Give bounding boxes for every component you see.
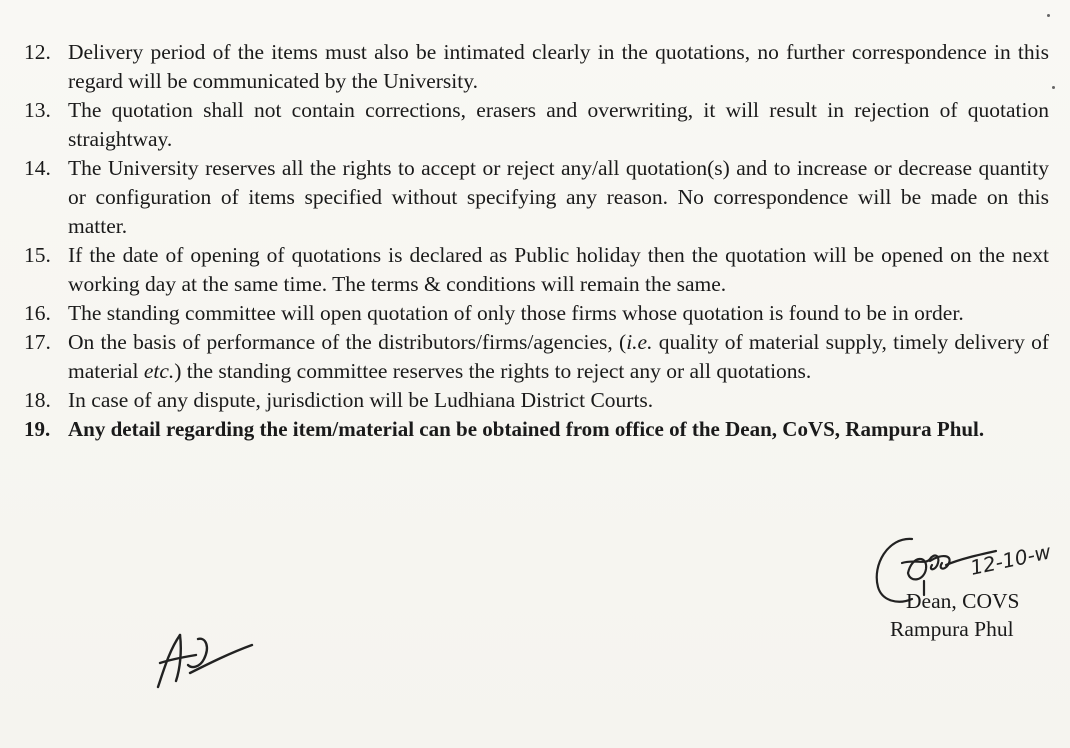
signatory-place: Rampura Phul	[890, 617, 1014, 641]
dean-signature-block	[868, 525, 1058, 655]
clause-12	[24, 38, 1049, 96]
clause-text: The quotation shall not contain corrections, erasers and overwriting, it will result in rejection of quotation straightway.	[68, 98, 1049, 151]
clause-text-part: quality of material supply, timely delivery of material	[68, 330, 1049, 383]
clause-17	[24, 328, 1049, 386]
clause-16	[24, 299, 1049, 328]
clause-number: 16.	[24, 301, 51, 325]
clause-text-part: On the basis of performance of the distributors/firms/agencies, (	[68, 330, 627, 354]
clause-15	[24, 241, 1049, 299]
clause-text-italic: i.e.	[626, 330, 653, 354]
clause-number: 18.	[24, 388, 51, 412]
clause-text: If the date of opening of quotations is declared as Public holiday then the quotation will be opened on the next working day at the same time. The terms & conditions will remain the same.	[68, 243, 1049, 296]
clause-number: 17.	[24, 330, 51, 354]
clause-text: Any detail regarding the item/material can be obtained from office of the Dean, CoVS, Rampura Phul.	[68, 417, 985, 441]
clause-number: 12.	[24, 40, 51, 64]
clause-14	[24, 154, 1049, 241]
terms-conditions-list	[24, 38, 1049, 444]
paper-speck	[1047, 14, 1050, 17]
clause-text: The standing committee will open quotation of only those firms whose quotation is found to be in order.	[68, 301, 964, 325]
initials-text: AJ	[150, 625, 152, 626]
clause-number: 15.	[24, 243, 51, 267]
clause-text: The University reserves all the rights to accept or reject any/all quotation(s) and to increase or decrease quantity or configuration of items specified without specifying any reason. No correspondence will be made on this matter.	[68, 156, 1049, 238]
paper-speck	[1052, 86, 1055, 89]
clause-18	[24, 386, 1049, 415]
clause-text: Delivery period of the items must also be intimated clearly in the quotations, no further correspondence in this regard will be communicated by the University.	[68, 40, 1049, 93]
signature-date: 12-10-w	[968, 539, 1053, 580]
handwritten-initials	[150, 625, 260, 695]
clause-19	[24, 415, 1049, 444]
clause-13	[24, 96, 1049, 154]
clause-text: In case of any dispute, jurisdiction will be Ludhiana District Courts.	[68, 388, 654, 412]
clause-number: 19.	[24, 417, 51, 441]
clause-number: 13.	[24, 98, 51, 122]
clause-text-part: ) the standing committee reserves the rights to reject any or all quotations.	[174, 359, 812, 383]
clause-text-italic: etc.	[143, 359, 175, 383]
signatory-title: Dean, COVS	[906, 589, 1020, 613]
clause-number: 14.	[24, 156, 51, 180]
